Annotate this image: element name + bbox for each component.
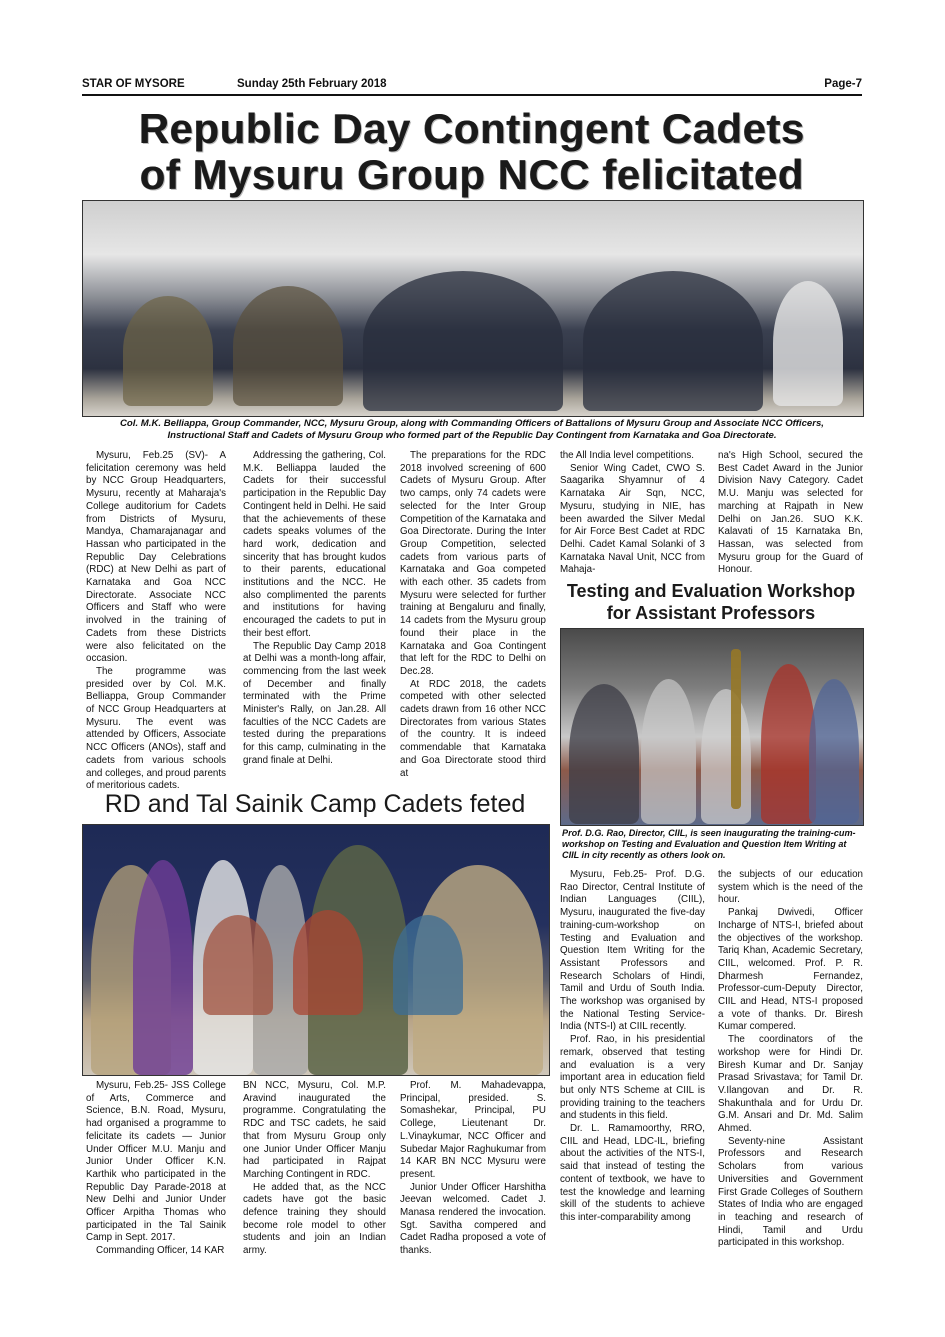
paragraph: He added that, as the NCC cadets have got the basic defence training they should become role model to other students and join an Indian army.: [243, 1181, 386, 1257]
paragraph: Prof. M. Mahadevappa, Principal, presided. S. Somashekar, Principal, PU College, Lieutenant Dr. L.Vinaykumar, NCC Officer and Subedar Major Raghukumar from 14 KAR BN NCC Mysuru were present.: [400, 1080, 546, 1180]
rd-story-column-2: [243, 1080, 386, 1258]
paragraph: The coordinators of the workshop were for Hindi Dr. Biresh Kumar and Dr. Sanjay Prasad Srivastava; for Tamil Dr. V.Ilangovan and Dr. R. Shakunthala and for Urdu Dr. G.M. Ansari and Dr. Md. Salim Ahmed.: [718, 1034, 863, 1135]
main-story-column-2: [243, 450, 386, 768]
rd-headline: RD and Tal Sainik Camp Cadets feted: [104, 790, 526, 818]
main-headline-line1: Republic Day Contingent Cadets: [138, 105, 806, 152]
main-story-column-3: [400, 450, 546, 780]
rd-story-column-1: [86, 1080, 226, 1258]
main-story-column-5: [718, 450, 863, 577]
paragraph: Prof. Rao, in his presidential remark, observed that testing and evaluation is a very important area in education field but only NTS Scheme at CIIL is providing training to the teachers and students in this field.: [560, 1034, 705, 1122]
paragraph: Commanding Officer, 14 KAR: [96, 1245, 225, 1257]
rd-story-column-3: [400, 1080, 546, 1258]
ciil-headline-line1: Testing and Evaluation Workshop: [566, 581, 856, 601]
paragraph: the subjects of our education system which is the need of the hour.: [718, 869, 863, 906]
ciil-story-column-1: [560, 869, 705, 1225]
issue-date: Sunday 25th February 2018: [237, 78, 387, 90]
paragraph: The Republic Day Camp 2018 at Delhi was a month-long affair, commencing from the last week of December and finally terminated with the Prime Minister's Rally, on Jan.28. All faculties of the NCC Cadets are tested during the preparations for this camp, culminating in the grand finale at Delhi.: [243, 640, 386, 766]
paragraph: the All India level competitions.: [560, 450, 694, 461]
ciil-headline-line2: for Assistant Professors: [606, 603, 816, 623]
paragraph: The programme was presided over by Col. M.K. Belliappa, Group Commander of NCC Group Headquarters at Mysuru. The event was attended by Officers, Associate NCC Officers (ANOs), staff and cadets from various schools and colleges, and proud parents of meritorious cadets.: [86, 665, 226, 792]
paragraph: Addressing the gathering, Col. M.K. Belliappa lauded the Cadets for their successful participation in the Republic Day Contingent held in Delhi. He said that the achievements of these cadets speaks volumes of the hard work, dedication and sincerity that has brought kudos to their parents, educational institutions and the NCC. He also complimented the parents and institutions for having encouraged the cadets to put in their best effort.: [243, 450, 386, 639]
newspaper-name: STAR OF MYSORE: [82, 78, 185, 90]
group-photo-ncc-cadets: [82, 200, 864, 417]
paragraph: Seventy-nine Assistant Professors and Research Scholars from various Universities and Government First Grade Colleges of Southern States of India who are engaged in teaching and research of Hindi, Tamil and Urdu participated in this workshop.: [718, 1135, 863, 1249]
rd-tal-sainik-cadets-photo: [82, 824, 550, 1076]
paragraph: Mysuru, Feb.25- Prof. D.G. Rao Director, Central Institute of Indian Languages (CIIL), Mysuru, inaugurated the five-day training-cum-workshop on Testing and Evaluation and Question Item Writing for the Assistant Professors and Research Scholars of Hindi, Tamil and Urdu of South India. The workshop was organised by the National Testing Service-India (NTS-I) at CIIL recently.: [560, 869, 705, 1033]
paragraph: Mysuru, Feb.25- JSS College of Arts, Commerce and Science, B.N. Road, Mysuru, had organised a programme to felicitate its cadets — Junior Under Officer M.U. Manju and Junior Under Officer K.N. Karthik who participated in the Republic Day Parade-2018 at New Delhi and Junior Under Officer Arpitha Thomas who participated in the Tal Sainik Camp in Sept. 2017.: [86, 1080, 226, 1244]
paragraph: na's High School, secured the Best Cadet Award in the Junior Division Navy Category. Cadet M.U. Manju was selected for marching at Rajpath in New Delhi on Jan.26. SUO K.K. Kalavati of 15 Karnataka Bn, Hassan, was selected from Mysuru group for the Guard of Honour.: [718, 450, 863, 576]
paragraph: Junior Under Officer Harshitha Jeevan welcomed. Cadet J. Manasa rendered the invocation. Sgt. Savitha compered and Cadet Radha proposed a vote of thanks.: [400, 1181, 546, 1257]
main-photo-caption: [82, 418, 862, 442]
ciil-headline: [558, 580, 864, 624]
paragraph: BN NCC, Mysuru, Col. M.P. Aravind inaugurated the programme. Congratulating the RDC and TSC cadets, he said that from Mysuru Group only one Junior Under Officer Manju had participated in Rajpat Marching Contingent in RDC.: [243, 1080, 386, 1180]
paragraph: Dr. L. Ramamoorthy, RRO, CIIL and Head, LDC-IL, briefing about the activities of the NTS-I, said that instead of testing the content of textbook, we have to test the knowledge and learning skill of the students to achieve this inter-comparability among: [560, 1123, 705, 1223]
ciil-photo-caption: Prof. D.G. Rao, Director, CIIL, is seen inaugurating the training-cum-workshop on Testing and Evaluation and Question Item Writing at CIIL in city recently as others look on.: [562, 828, 856, 860]
main-story-column-1: [86, 450, 226, 793]
main-story-column-4: [560, 450, 705, 577]
ciil-story-column-2: [718, 869, 863, 1250]
main-caption-line1: Col. M.K. Belliappa, Group Commander, NCC, Mysuru Group, along with Commanding Officers of Battalions of Mysuru Group and Associate NCC Officers,: [120, 418, 824, 429]
main-headline-line2: of Mysuru Group NCC felicitated: [139, 151, 805, 198]
paragraph: Mysuru, Feb.25 (SV)- A felicitation ceremony was held by NCC Group Headquarters, Mysuru, recently at Maharaja's College auditorium for Cadets from Districts of Mysuru, Mandya, Chamarajanagar and Hassan who participated in the Republic Day Celebrations (RDC) at New Delhi as part of Karnataka and Goa NCC Directorate. Associate NCC Officers and Staff who were involved in the training of Cadets from these Districts were also felicitated on the occasion.: [86, 450, 226, 665]
masthead-rule: [82, 94, 862, 96]
main-caption-line2: Instructional Staff and Cadets of Mysuru Group who formed part of the Republic Day Contingent from Karnataka and Goa Directorate.: [167, 430, 777, 441]
paragraph: Senior Wing Cadet, CWO S. Saagarika Shyamnur of 4 Karnataka Air Sqn, NCC, Mysuru, studying in NIE, has been awarded the Silver Medal for Air Force Best Cadet at RDC Delhi. Cadet Kamal Solanki of 3 Karnataka Naval Unit, NCC from Mahaja-: [560, 462, 705, 576]
paragraph: The preparations for the RDC 2018 involved screening of 600 Cadets of Mysuru Group. After two camps, only 74 cadets were selected for the Inter Group Competition of the Karnataka and Goa Directorate. During the Inter Group Competition, selected cadets from various parts of Karnataka and Goa competed with each other. 35 cadets from Mysuru were selected for further training at Bengaluru and finally, 14 cadets from the Mysuru group found their place in the Karnataka and Goa Contingent that left for the RDC to Delhi on Dec.28.: [400, 450, 546, 677]
paragraph: Pankaj Dwivedi, Officer Incharge of NTS-I, briefed about the objectives of the workshop. Tariq Khan, Academic Secretary, CIIL, welcomed. Prof. P. R. Dharmesh Fernandez, Professor-cum-Deputy Director, CIIL and Head, NTS-I proposed a vote of thanks. Dr. Biresh Kumar compered.: [718, 907, 863, 1033]
page-number: Page-7: [824, 78, 862, 90]
paragraph: At RDC 2018, the cadets competed with other selected cadets drawn from 16 other NCC Directorates from various States of the country. It is indeed commendable that Karnataka and Goa Directorate stood third at: [400, 678, 546, 779]
masthead: [82, 78, 862, 94]
ciil-workshop-photo: [560, 628, 864, 826]
